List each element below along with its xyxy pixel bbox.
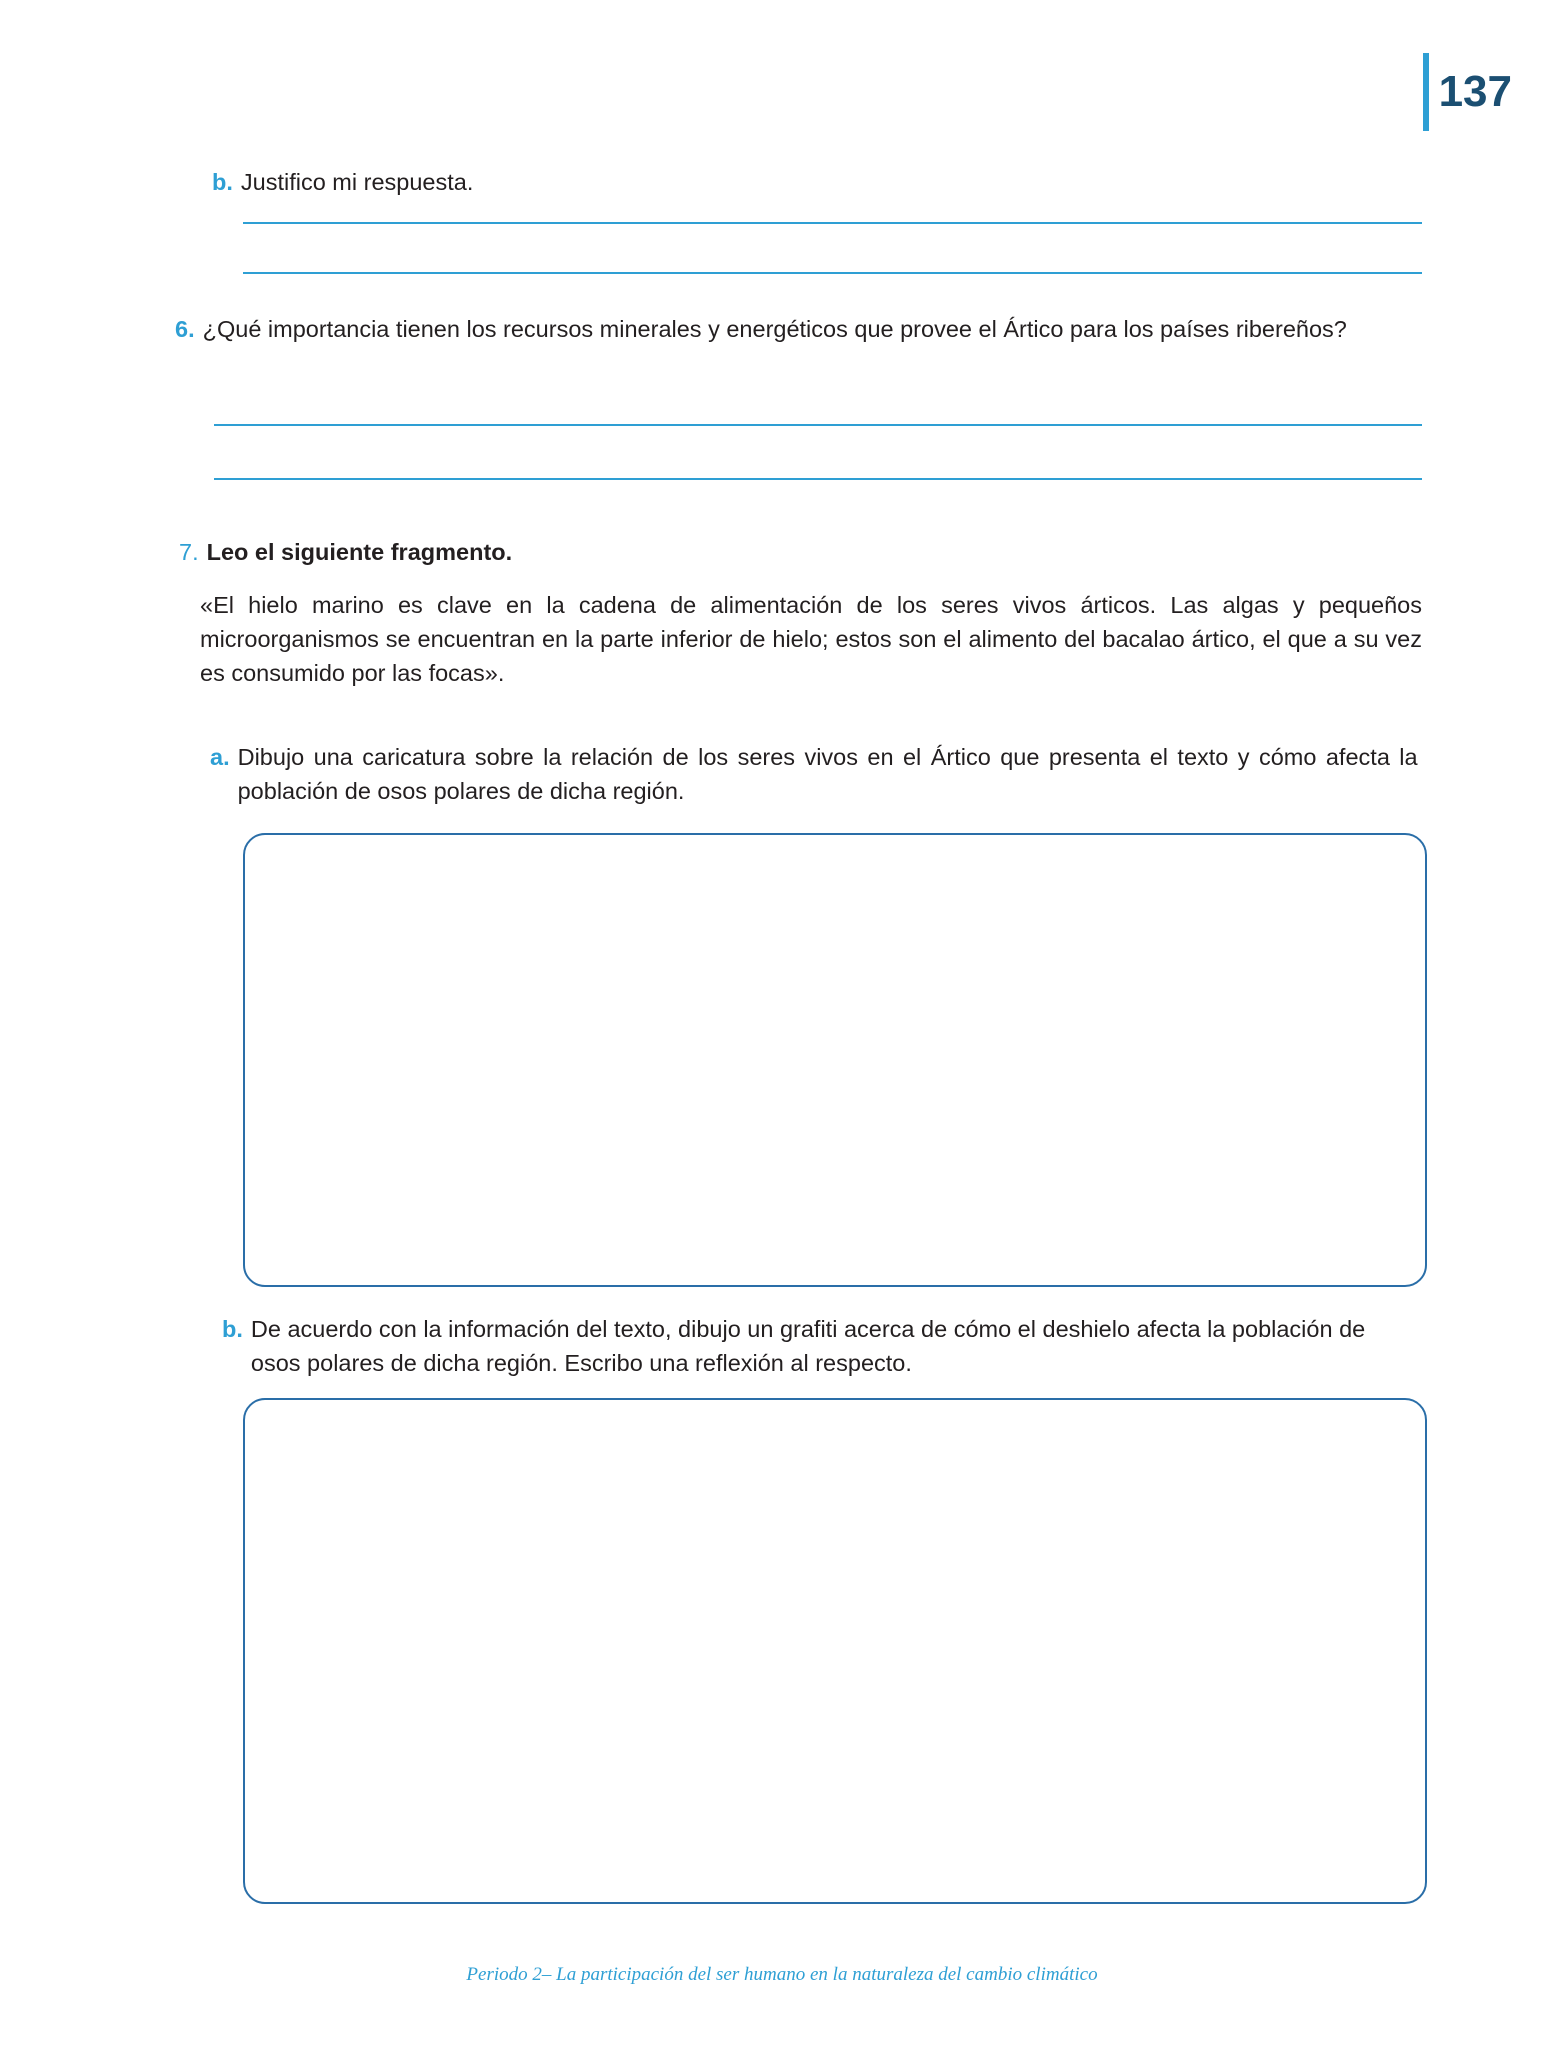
- question-7: [179, 535, 1429, 569]
- question-7-marker: 7.: [179, 539, 199, 565]
- drawing-area-7b[interactable]: [243, 1398, 1427, 1904]
- question-7-quote: «El hielo marino es clave en la cadena de alimentación de los seres vivos árticos. Las algas y pequeños microorganismos se encuentran en la parte inferior de hielo; estos son el alimento del bacalao ártico, el que a su vez es consumido por las focas».: [200, 592, 1422, 686]
- question-7b: [222, 1312, 1427, 1380]
- question-7b-marker: b.: [222, 1316, 243, 1342]
- page-number-block: [1423, 52, 1512, 132]
- question-6-marker: 6.: [175, 316, 195, 342]
- answer-line-5b-1[interactable]: [243, 222, 1422, 224]
- page-number-rule: [1423, 53, 1429, 131]
- question-6-text: ¿Qué importancia tienen los recursos minerales y energéticos que provee el Ártico para los países ribereños?: [202, 316, 1347, 342]
- answer-line-5b-2[interactable]: [243, 272, 1422, 274]
- question-7a: [210, 740, 1425, 808]
- drawing-area-7a[interactable]: [243, 833, 1427, 1287]
- question-6: [175, 312, 1425, 346]
- answer-line-6-2[interactable]: [214, 478, 1422, 480]
- question-7b-text: De acuerdo con la información del texto, dibujo un grafiti acerca de cómo el deshielo afecta la población de osos polares de dicha región. Escribo una reflexión al respecto.: [250, 1316, 1366, 1376]
- question-7a-marker: a.: [210, 744, 230, 770]
- question-5b: [212, 165, 1412, 199]
- page-number: 137: [1438, 67, 1512, 116]
- page-footer: Periodo 2– La participación del ser humano en la naturaleza del cambio climático: [466, 1964, 1098, 1985]
- answer-line-6-1[interactable]: [214, 424, 1422, 426]
- question-5b-marker: b.: [212, 169, 233, 195]
- question-7-text: Leo el siguiente fragmento.: [206, 539, 513, 565]
- question-7a-text: Dibujo una caricatura sobre la relación de los seres vivos en el Ártico que presenta el texto y cómo afecta la población de osos polares de dicha región.: [237, 744, 1418, 804]
- question-5b-text: Justifico mi respuesta.: [240, 169, 474, 195]
